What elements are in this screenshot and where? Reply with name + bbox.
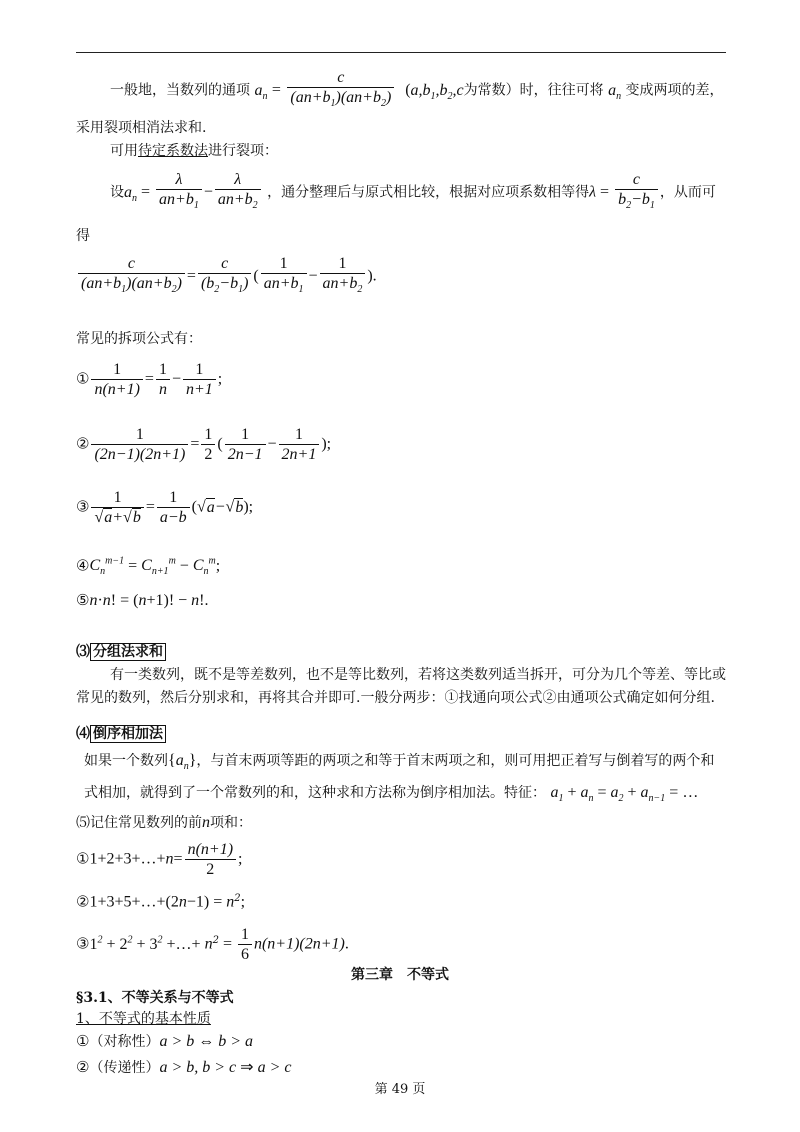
sum-formula-2: ②1+3+5+…+(2n−1) = $n^2$;	[76, 892, 246, 911]
intro-line: 一般地，当数列的通项 $a_n$ = $\frac{c}{(an+b_1)(an+b_2)}$ ($a,b_1,b_2,c$为常数）时，往往可将 $a_n$ 变成两项的差，	[110, 68, 724, 113]
section5-post: 项和：	[210, 815, 252, 831]
mark-5: ⑤	[76, 591, 90, 609]
section4-heading	[76, 725, 166, 743]
line-3-pre: 可用	[110, 143, 138, 159]
line-4-pre: 设	[110, 184, 124, 201]
formula-1: ① $\frac{1}{n(n+1)}$ = $\frac{1}{n}$ − $\frac{1}{n+1}$ ;	[76, 361, 223, 398]
section3-heading	[76, 643, 166, 661]
line-3-post: 进行裂项：	[208, 143, 278, 159]
page-footer: 第 49 页	[374, 1082, 426, 1097]
mark-3: ③	[76, 497, 90, 516]
section3-title: 分组法求和	[90, 643, 166, 661]
sum-mark-3: ③	[76, 934, 90, 953]
formula-2: ② $\frac{1}{(2n-1)(2n+1)}$ = $\frac{1}{2}$ ( $\frac{1}{2n-1}$ − $\frac{1}{2n+1}$ );	[76, 426, 332, 463]
formula-5: ⑤n·n! = (n+1)! − n!.	[76, 591, 209, 609]
prop2-label: （传递性）	[89, 1060, 160, 1076]
property-2: ②（传递性）a > b, b > c ⇒ a > c	[76, 1058, 292, 1076]
intro-condition: 为常数）	[463, 82, 520, 99]
section5-heading: ⑸记住常见数列的前n项和：	[76, 814, 252, 831]
sum-formula-3: $③1^2 + 2^2 + 3^2$ +…+ $n^2$ = $\frac{1}{6}$ n(n+1)(2n+1).	[76, 926, 349, 963]
line-3	[110, 142, 278, 160]
mark-1: ①	[76, 369, 90, 388]
section-heading: §3.1、不等关系与不等式	[76, 990, 234, 1006]
formula-4: $④C_n^{m-1} = C_{n+1}^m - C_n^m$;	[76, 556, 221, 578]
sum-mark-2: ②	[76, 892, 90, 911]
line-2: 采用裂项相消法求和.	[76, 120, 207, 136]
line-4-mid: ，通分整理后与原式相比较，根据对应项系数相等得	[267, 184, 590, 201]
common-title: 常见的拆项公式有：	[76, 331, 202, 347]
method-link: 待定系数法	[138, 143, 208, 159]
intro-text-2: 时，往往可将	[519, 82, 604, 99]
section4-p2-text: 式相加，就得到了一个常数列的和，这种求和方法称为倒序相加法。特征：	[84, 785, 546, 801]
prop-mark-2: ②	[76, 1058, 90, 1076]
header-rule	[76, 52, 726, 53]
section5-pre: ⑸记住常见数列的前	[76, 815, 202, 831]
line-5: 得	[76, 228, 90, 244]
subheading: 1、不等式的基本性质	[76, 1011, 211, 1027]
prop-mark-1: ①	[76, 1032, 90, 1050]
chapter-title: 第三章 不等式	[351, 967, 449, 983]
section4-p2: 式相加，就得到了一个常数列的和，这种求和方法称为倒序相加法。特征： $a_1 + a_n = a_2 + a_{n-1}$ = …	[84, 784, 699, 805]
section4-number: ⑷	[76, 726, 90, 742]
section4-title: 倒序相加法	[90, 725, 166, 743]
intro-text-1: 一般地，当数列的通项	[110, 82, 250, 99]
intro-text-3: 变成两项的差，	[625, 82, 724, 99]
split-formula: $\frac{c}{(an+b_1)(an+b_2)}$ = $\frac{c}{(b_2-b_1)}$ ( $\frac{1}{an+b_1}$ − $\frac{1}{an+b_2}$ ).	[76, 254, 377, 299]
sum-mark-1: ①	[76, 849, 90, 868]
section4-p1-pre: 如果一个数列	[84, 753, 168, 769]
section3-number: ⑶	[76, 644, 90, 660]
prop1-label: （对称性）	[89, 1034, 160, 1050]
line-4-post: ，从而可	[659, 184, 716, 201]
mark-4: ④	[76, 556, 90, 575]
section3-p1: 有一类数列，既不是等差数列，也不是等比数列，若将这类数列适当拆开，可分为几个等差、等比或	[110, 667, 726, 683]
property-1: ①（对称性）a > b ⇔ b > a	[76, 1032, 254, 1050]
line-4: 设$a_n$ = $\frac{\lambda}{an+b_1}$ − $\frac{\lambda}{an+b_2}$ ，通分整理后与原式相比较，根据对应项系数相等得λ = $\frac{c}{b_2-b_1}$ ，从而可	[110, 171, 716, 212]
sum-formula-1: ①1+2+3+…+n= $\frac{n(n+1)}{2}$ ;	[76, 841, 243, 878]
section3-p2: 常见的数列，然后分别求和，再将其合并即可.一般分两步：①找通向项公式②由通项公式确定如何分组.	[76, 690, 715, 706]
mark-2: ②	[76, 434, 90, 453]
formula-fraction: $\frac{c}{(an+b_1)(an+b_2)}$	[287, 68, 394, 113]
formula-3: ③ $\frac{1}{√a+√b}$ = $\frac{1}{a-b}$ (√a−√b);	[76, 489, 254, 526]
section4-p1-post: ，与首末两项等距的两项之和等于首末两项之和，则可用把正着写与倒着写的两个和	[196, 753, 715, 769]
section4-p1: 如果一个数列$\{a_n\}$，与首末两项等距的两项之和等于首末两项之和，则可用把正着写与倒着写的两个和	[84, 752, 715, 773]
